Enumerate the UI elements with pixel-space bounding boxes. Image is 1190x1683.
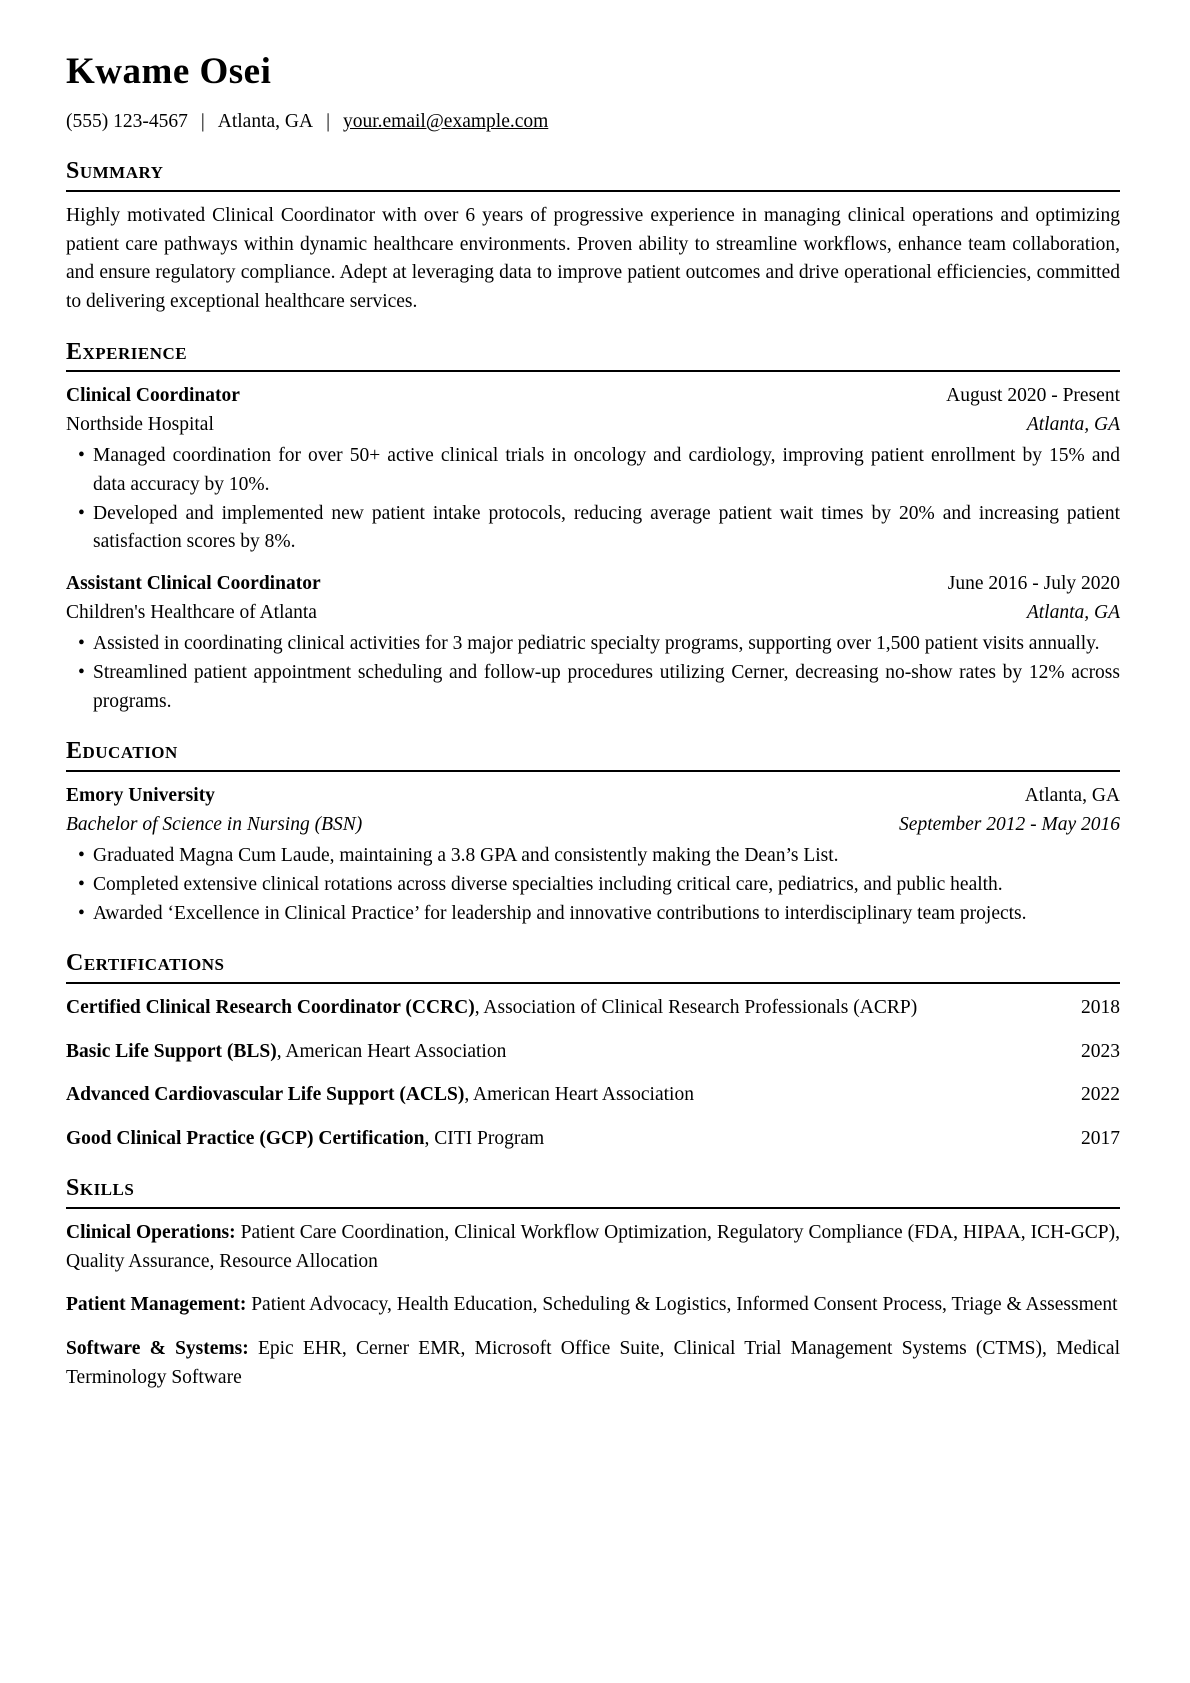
education-bullets bbox=[66, 842, 1120, 928]
skill-category: Software & Systems: bbox=[66, 1338, 249, 1360]
school-name: Emory University bbox=[66, 784, 215, 806]
bullet-text: Managed coordination for over 50+ active clinical trials in oncology and cardiology, improving patient enrollment by 15% and data accuracy by 10%. bbox=[93, 445, 1120, 496]
bullet-text: Awarded ‘Excellence in Clinical Practice’ for leadership and innovative contributions to interdisciplinary team projects. bbox=[93, 902, 1027, 924]
job-company: Northside Hospital bbox=[66, 413, 214, 435]
bullet-item bbox=[66, 442, 1120, 499]
certification-entry bbox=[66, 994, 1120, 1023]
certification-name: Advanced Cardiovascular Life Support (ACLS) bbox=[66, 1084, 465, 1106]
school-location: Atlanta, GA bbox=[1024, 784, 1120, 806]
certification-year: 2023 bbox=[1081, 1040, 1120, 1062]
skill-list: Patient Care Coordination, Clinical Workflow Optimization, Regulatory Compliance (FDA, HIPAA, ICH-GCP), Quality Assurance, Resource Allocation bbox=[66, 1222, 1120, 1272]
bullet-icon: • bbox=[78, 502, 85, 524]
education-dates: September 2012 - May 2016 bbox=[899, 813, 1120, 835]
certification-name: Good Clinical Practice (GCP) Certification bbox=[66, 1127, 425, 1149]
school-row bbox=[66, 782, 1120, 811]
summary-section bbox=[66, 158, 1120, 316]
certification-issuer: , CITI Program bbox=[424, 1127, 545, 1149]
bullet-item bbox=[66, 842, 1120, 871]
bullet-icon: • bbox=[78, 845, 85, 867]
certification-name: Certified Clinical Research Coordinator (CCRC) bbox=[66, 996, 475, 1018]
skill-group bbox=[66, 1219, 1120, 1276]
certification-issuer: , American Heart Association bbox=[464, 1084, 694, 1106]
job-location: Atlanta, GA bbox=[1026, 413, 1120, 435]
job-entry bbox=[66, 382, 1120, 557]
job-role: Clinical Coordinator bbox=[66, 385, 240, 407]
section-rule bbox=[66, 982, 1120, 984]
phone-number: (555) 123-4567 bbox=[66, 110, 188, 132]
candidate-name: Kwame Osei bbox=[66, 51, 272, 92]
bullet-text: Assisted in coordinating clinical activities for 3 major pediatric specialty programs, supporting over 1,500 patient visits annually. bbox=[93, 633, 1100, 655]
location-text: Atlanta, GA bbox=[217, 110, 314, 132]
skill-group bbox=[66, 1291, 1120, 1320]
section-rule bbox=[66, 370, 1120, 372]
certifications-section bbox=[66, 950, 1120, 1153]
job-title-row bbox=[66, 570, 1120, 599]
job-company-row bbox=[66, 599, 1120, 628]
summary-text: Highly motivated Clinical Coordinator with over 6 years of progressive experience in managing clinical operations and optimizing patient care pathways within dynamic healthcare environments. Proven ability to streamline workflows, enhance team collaboration, and ensure regulatory compliance. Adept at leveraging data to improve patient outcomes and drive operational efficiencies, committed to delivering exceptional healthcare services. bbox=[66, 204, 1120, 312]
education-entry bbox=[66, 782, 1120, 928]
education-section bbox=[66, 738, 1120, 928]
section-title-education: Education bbox=[66, 738, 178, 765]
degree-row bbox=[66, 811, 1120, 840]
experience-section bbox=[66, 339, 1120, 717]
skills-section bbox=[66, 1175, 1120, 1392]
certification-year: 2018 bbox=[1081, 996, 1120, 1018]
bullet-text: Completed extensive clinical rotations across diverse specialties including critical care, pediatrics, and public health. bbox=[93, 873, 1003, 895]
bullet-item bbox=[66, 900, 1120, 929]
bullet-icon: • bbox=[78, 633, 85, 655]
resume-header bbox=[66, 52, 1120, 136]
section-title-summary: Summary bbox=[66, 158, 164, 185]
bullet-text: Developed and implemented new patient intake protocols, reducing average patient wait times by 20% and increasing patient satisfaction scores by 8%. bbox=[93, 502, 1120, 553]
skill-list: Patient Advocacy, Health Education, Scheduling & Logistics, Informed Consent Process, Triage & Assessment bbox=[246, 1294, 1118, 1316]
job-entry bbox=[66, 570, 1120, 716]
certification-year: 2022 bbox=[1081, 1084, 1120, 1106]
section-title-skills: Skills bbox=[66, 1175, 135, 1202]
separator: | bbox=[200, 110, 205, 132]
certification-year: 2017 bbox=[1081, 1127, 1120, 1149]
certification-entry bbox=[66, 1125, 1120, 1154]
certification-issuer: , Association of Clinical Research Professionals (ACRP) bbox=[474, 996, 918, 1018]
separator: | bbox=[326, 110, 330, 132]
bullet-icon: • bbox=[78, 902, 85, 924]
job-location: Atlanta, GA bbox=[1026, 601, 1120, 623]
skill-category: Patient Management: bbox=[66, 1294, 247, 1316]
section-rule bbox=[66, 770, 1120, 772]
bullet-item bbox=[66, 500, 1120, 557]
job-company: Children's Healthcare of Atlanta bbox=[66, 601, 317, 623]
bullet-icon: • bbox=[78, 445, 85, 467]
certification-issuer: , American Heart Association bbox=[276, 1040, 507, 1062]
certification-name: Basic Life Support (BLS) bbox=[66, 1040, 277, 1062]
job-company-row bbox=[66, 411, 1120, 440]
job-bullets bbox=[66, 442, 1120, 557]
job-bullets bbox=[66, 630, 1120, 716]
bullet-item bbox=[66, 630, 1120, 659]
degree-name: Bachelor of Science in Nursing (BSN) bbox=[66, 813, 363, 835]
email-link[interactable]: your.email@example.com bbox=[342, 110, 549, 132]
certification-entry bbox=[66, 1081, 1120, 1110]
job-title-row bbox=[66, 382, 1120, 411]
skill-category: Clinical Operations: bbox=[66, 1222, 236, 1244]
certification-entry bbox=[66, 1038, 1120, 1067]
contact-line bbox=[66, 108, 1120, 137]
certification-text bbox=[66, 1081, 1081, 1110]
job-role: Assistant Clinical Coordinator bbox=[66, 573, 321, 595]
section-rule bbox=[66, 190, 1120, 192]
certification-text bbox=[66, 1125, 1081, 1154]
skill-list: Epic EHR, Cerner EMR, Microsoft Office Suite, Clinical Trial Management Systems (CTMS), Medical Terminology Software bbox=[66, 1338, 1121, 1388]
bullet-text: Streamlined patient appointment scheduling and follow-up procedures utilizing Cerner, decreasing no-show rates by 12% across programs. bbox=[93, 662, 1120, 712]
bullet-text: Graduated Magna Cum Laude, maintaining a 3.8 GPA and consistently making the Dean’s List. bbox=[93, 845, 839, 867]
bullet-item bbox=[66, 871, 1120, 900]
section-rule bbox=[66, 1207, 1120, 1209]
bullet-item bbox=[66, 659, 1120, 716]
section-title-experience: Experience bbox=[66, 338, 188, 365]
job-dates: June 2016 - July 2020 bbox=[947, 573, 1120, 595]
certification-text bbox=[66, 994, 1081, 1023]
section-title-certifications: Certifications bbox=[66, 950, 225, 977]
bullet-icon: • bbox=[78, 662, 85, 684]
job-dates: August 2020 - Present bbox=[946, 385, 1120, 407]
bullet-icon: • bbox=[78, 873, 85, 895]
certification-text bbox=[66, 1038, 1081, 1067]
skill-group bbox=[66, 1335, 1120, 1392]
